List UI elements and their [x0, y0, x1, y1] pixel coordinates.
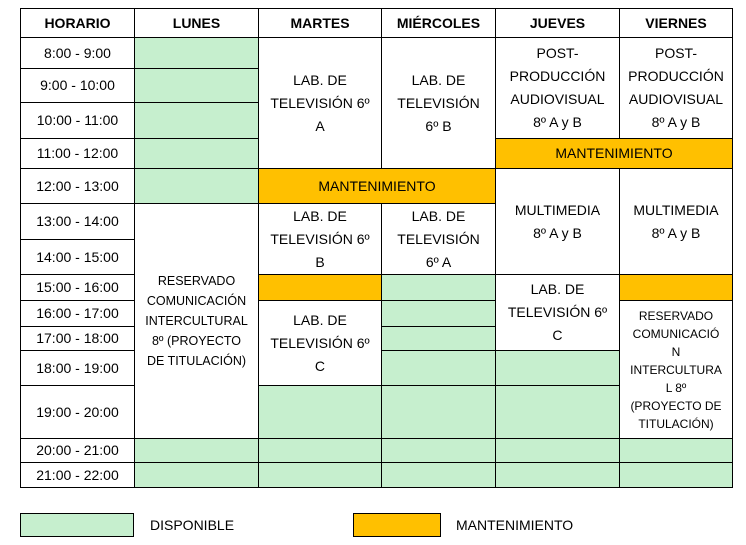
jueves-disponible: [495, 385, 620, 439]
legend-disponible-swatch: [20, 513, 134, 537]
jueves-multimedia: MULTIMEDIA 8º A y B: [495, 168, 620, 275]
miercoles-lab-tv-b: LAB. DE TELEVISIÓN 6º B: [381, 37, 496, 169]
martes-mantenimiento: [258, 274, 382, 301]
miercoles-disponible: [381, 274, 496, 301]
legend-disponible-label: DISPONIBLE: [150, 517, 235, 533]
viernes-postproduccion: POST- PRODUCCIÓN AUDIOVISUAL 8º A y B: [619, 37, 733, 139]
jueves-disponible: [495, 350, 620, 386]
jueves-disponible: [495, 438, 620, 463]
jueves-disponible: [495, 462, 620, 488]
viernes-disponible: [619, 438, 733, 463]
time-cell: 18:00 - 19:00: [20, 350, 135, 386]
time-cell: 17:00 - 18:00: [20, 326, 135, 351]
miercoles-disponible: [381, 300, 496, 327]
header-horario: HORARIO: [20, 8, 135, 38]
time-cell: 21:00 - 22:00: [20, 462, 135, 488]
time-cell: 14:00 - 15:00: [20, 239, 135, 275]
time-cell: 19:00 - 20:00: [20, 385, 135, 439]
miercoles-disponible: [381, 462, 496, 488]
mantenimiento-martes-miercoles: MANTENIMIENTO: [258, 168, 496, 204]
martes-lab-tv-a: LAB. DE TELEVISIÓN 6º A: [258, 37, 382, 169]
miercoles-disponible: [381, 350, 496, 386]
lunes-disponible: [134, 438, 259, 463]
time-cell: 12:00 - 13:00: [20, 168, 135, 204]
lunes-disponible: [134, 138, 259, 169]
header-martes: MARTES: [258, 8, 382, 38]
header-miercoles: MIÉRCOLES: [381, 8, 496, 38]
lunes-disponible: [134, 168, 259, 204]
time-cell: 11:00 - 12:00: [20, 138, 135, 169]
martes-disponible: [258, 438, 382, 463]
miercoles-disponible: [381, 326, 496, 351]
viernes-multimedia: MULTIMEDIA 8º A y B: [619, 168, 733, 275]
viernes-reservado-block: RESERVADO COMUNICACIÓ N INTERCULTURA L 8º (PROYECTO DE TITULACIÓN): [619, 300, 733, 439]
time-cell: 13:00 - 14:00: [20, 203, 135, 240]
miercoles-lab-tv-a: LAB. DE TELEVISIÓN 6º A: [381, 203, 496, 275]
time-cell: 8:00 - 9:00: [20, 37, 135, 69]
jueves-lab-tv-c: LAB. DE TELEVISIÓN 6º C: [495, 274, 620, 351]
martes-lab-tv-b: LAB. DE TELEVISIÓN 6º B: [258, 203, 382, 275]
time-cell: 10:00 - 11:00: [20, 102, 135, 139]
mantenimiento-jueves-viernes: MANTENIMIENTO: [495, 138, 733, 169]
time-cell: 16:00 - 17:00: [20, 300, 135, 327]
time-cell: 20:00 - 21:00: [20, 438, 135, 463]
time-cell: 15:00 - 16:00: [20, 274, 135, 301]
lunes-reservado-block: RESERVADO COMUNICACIÓN INTERCULTURAL 8º (PROYECTO DE TITULACIÓN): [134, 203, 259, 439]
header-viernes: VIERNES: [619, 8, 733, 38]
martes-disponible: [258, 385, 382, 439]
viernes-mantenimiento: [619, 274, 733, 301]
viernes-disponible: [619, 462, 733, 488]
header-jueves: JUEVES: [495, 8, 620, 38]
lunes-disponible: [134, 68, 259, 103]
time-cell: 9:00 - 10:00: [20, 68, 135, 103]
martes-disponible: [258, 462, 382, 488]
martes-lab-tv-c: LAB. DE TELEVISIÓN 6º C: [258, 300, 382, 386]
lunes-disponible: [134, 102, 259, 139]
miercoles-disponible: [381, 385, 496, 439]
legend-mantenimiento-swatch: [353, 513, 441, 537]
header-lunes: LUNES: [134, 8, 259, 38]
legend-mantenimiento-label: MANTENIMIENTO: [456, 517, 574, 533]
jueves-postproduccion: POST- PRODUCCIÓN AUDIOVISUAL 8º A y B: [495, 37, 620, 139]
miercoles-disponible: [381, 438, 496, 463]
lunes-disponible: [134, 462, 259, 488]
lunes-disponible: [134, 37, 259, 69]
